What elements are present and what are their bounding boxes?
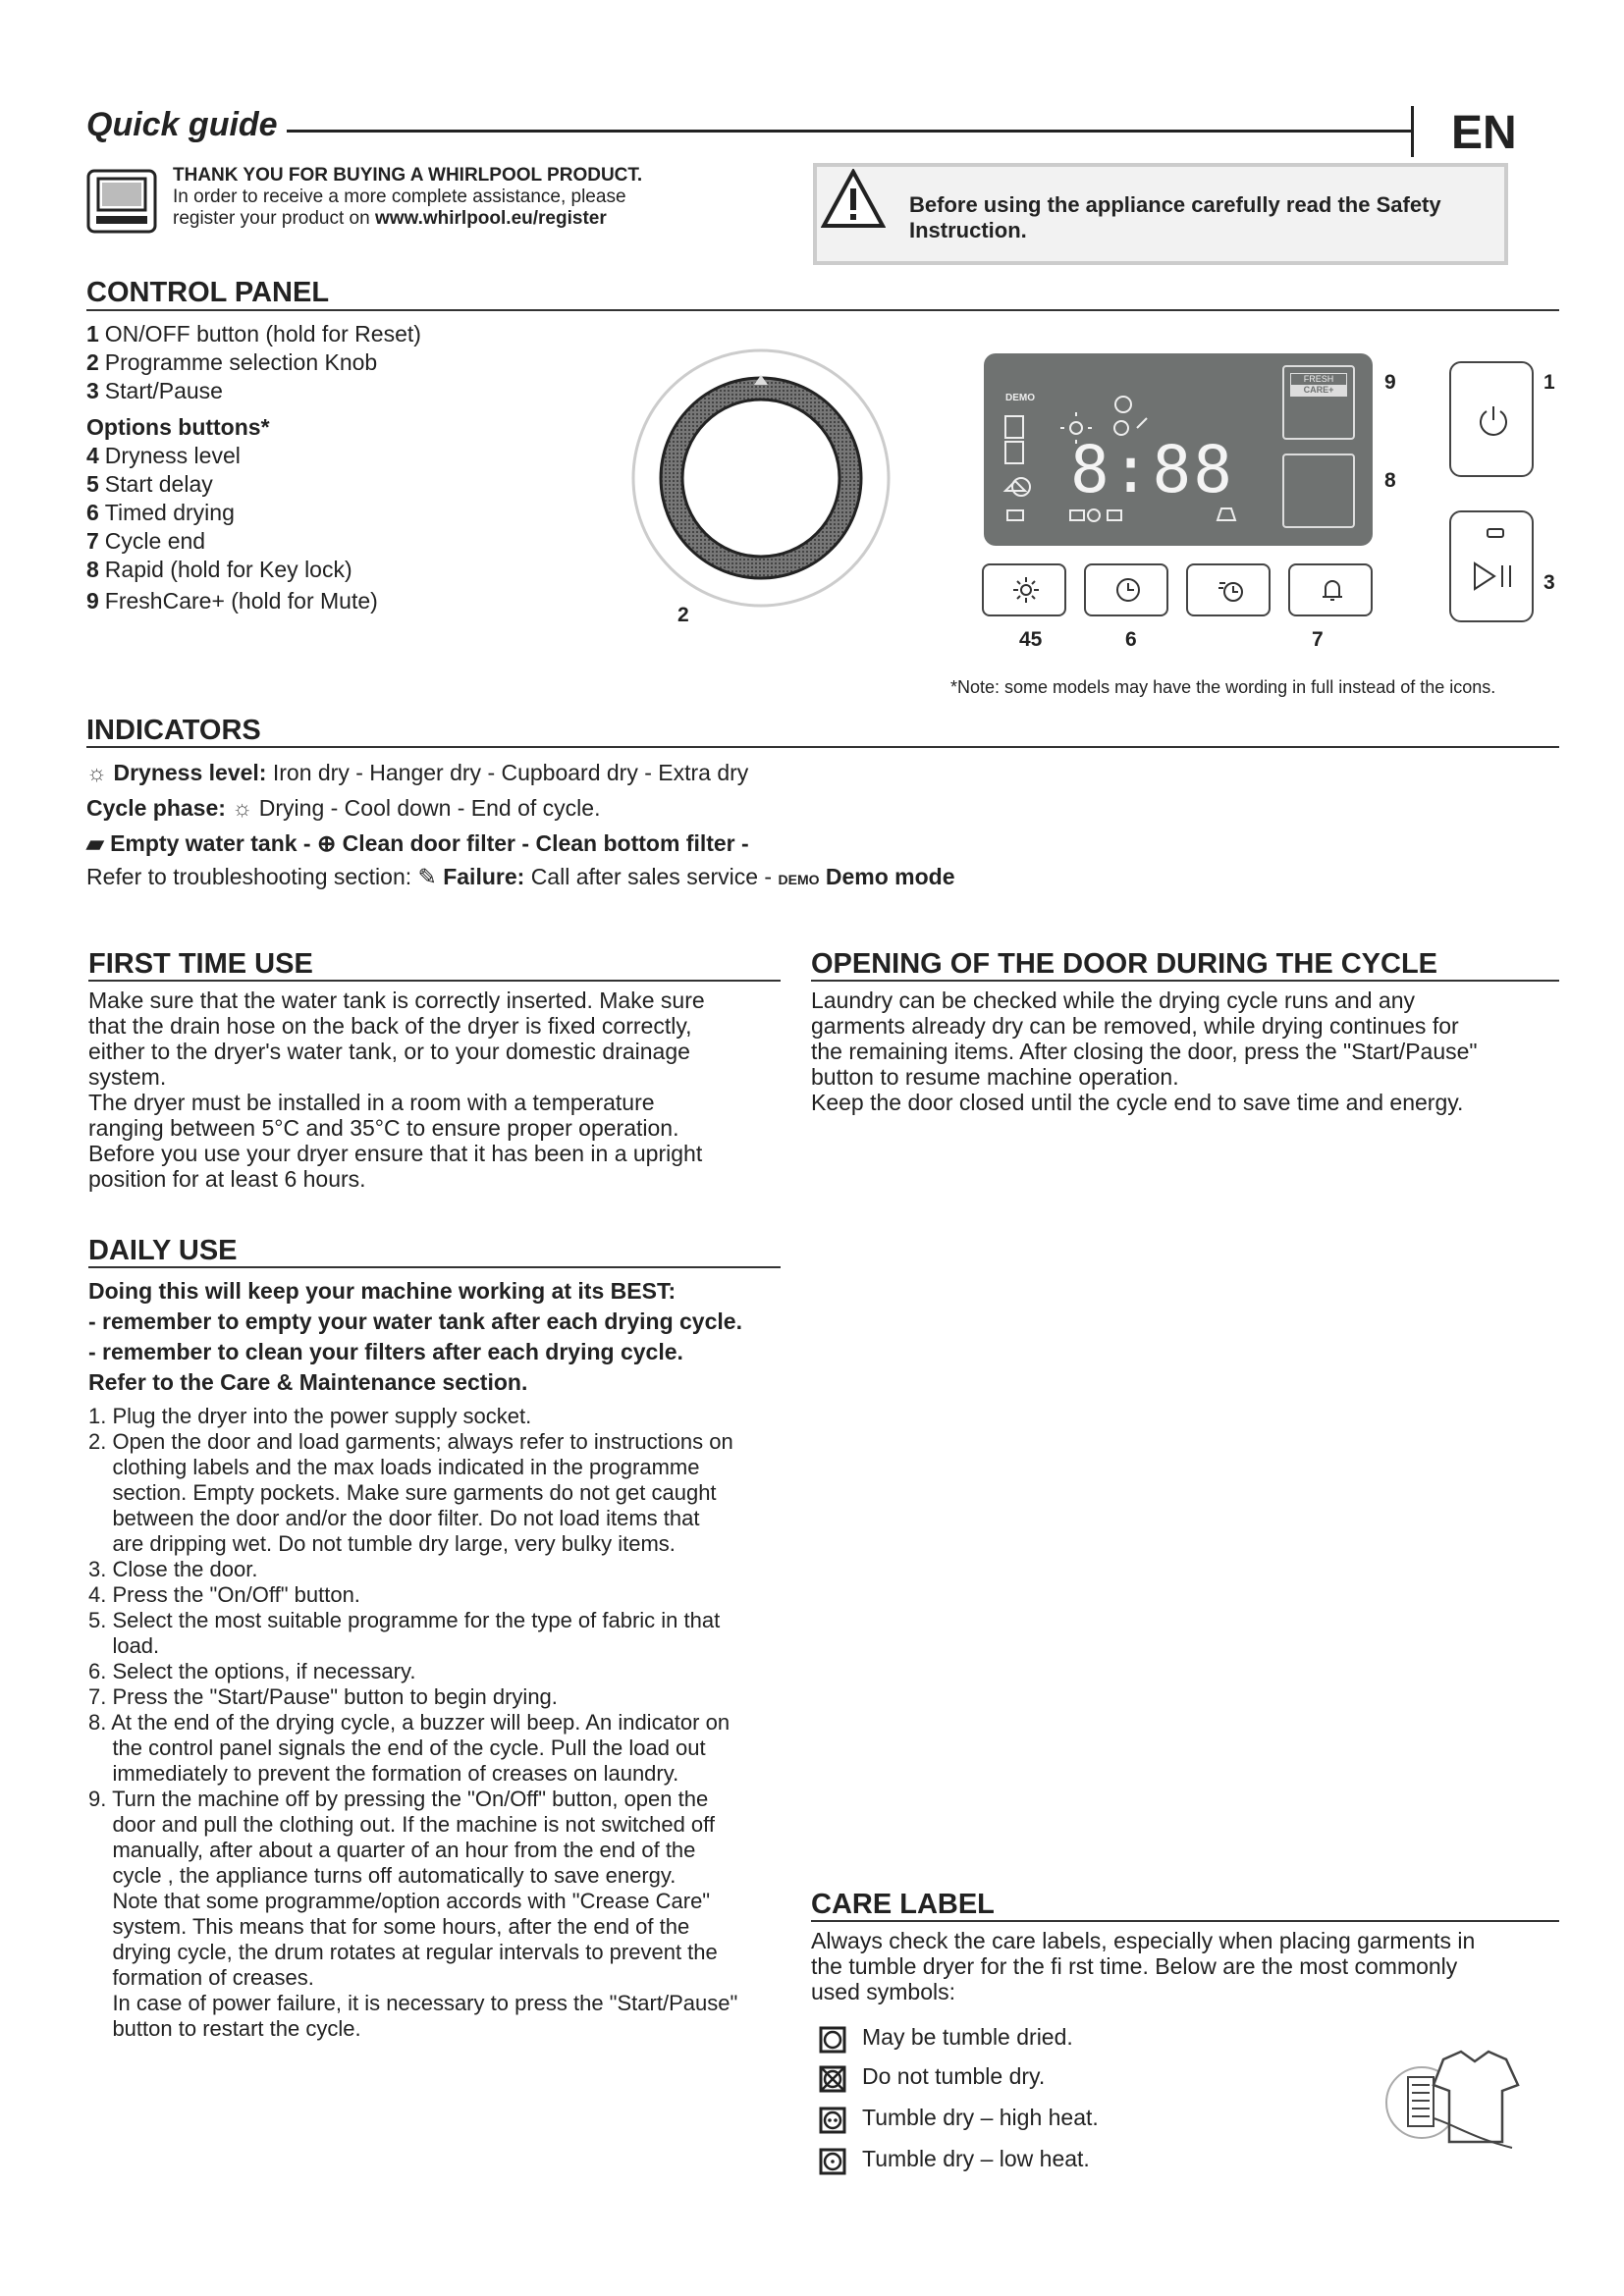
care-symbol-list — [819, 2022, 1310, 2189]
step-line: button to restart the cycle. — [88, 2016, 361, 2041]
cycle-phase-line — [86, 795, 600, 821]
thanks-line2-prefix: register your product on — [173, 208, 375, 229]
dryness-indicator-line — [86, 760, 748, 785]
failure-text: Call after sales service - — [530, 864, 773, 889]
step-line: 6. Select the options, if necessary. — [88, 1659, 416, 1683]
callout-1: 1 — [1543, 371, 1555, 394]
item-number: 3 — [86, 378, 99, 403]
step-line: clothing labels and the max loads indicated in the programme — [88, 1455, 700, 1479]
text-line: position for at least 6 hours. — [88, 1166, 366, 1192]
model-note: *Note: some models may have the wording in full instead of the icons. — [950, 677, 1496, 697]
control-item-3 — [86, 377, 223, 405]
step-line: between the door and/or the door filter. Do not load items that — [88, 1506, 700, 1530]
step-line: are dripping wet. Do not tumble dry large, very bulky items. — [88, 1531, 676, 1556]
item-number: 9 — [86, 588, 99, 614]
text-line: Laundry can be checked while the drying cycle runs and any — [811, 988, 1415, 1013]
daily-use-tips — [88, 1276, 795, 1398]
language-code: EN — [1451, 107, 1517, 159]
option-item-8 — [86, 556, 352, 584]
text-line: used symbols: — [811, 1979, 956, 2004]
drying-sun-icon: ☼ — [232, 795, 253, 821]
step-line: 4. Press the "On/Off" button. — [88, 1582, 360, 1607]
text-line: that the drain hose on the back of the dryer is fixed correctly, — [88, 1013, 692, 1039]
item-label: Dryness level — [104, 443, 241, 468]
tip-line: Doing this will keep your machine working at its BEST: — [88, 1278, 677, 1304]
callout-2: 2 — [677, 604, 689, 626]
start-delay-button[interactable] — [1084, 563, 1168, 616]
item-label: Start delay — [104, 471, 213, 497]
no-tumble-dry-icon — [819, 2065, 846, 2093]
cycle-end-button[interactable] — [1288, 563, 1373, 616]
rapid-display-button[interactable] — [1282, 454, 1355, 528]
step-line: 5. Select the most suitable programme for the type of fabric in that — [88, 1608, 721, 1632]
monitor-icon — [86, 169, 157, 234]
start-pause-button[interactable] — [1449, 510, 1534, 622]
item-number: 7 — [86, 528, 99, 554]
item-label: Rapid (hold for Key lock) — [104, 557, 352, 582]
thanks-line1: In order to receive a more complete assistance, please — [173, 187, 626, 207]
item-number: 1 — [86, 321, 99, 347]
on-off-button[interactable] — [1449, 361, 1534, 477]
troubleshooting-line — [86, 864, 955, 892]
wrench-icon: ✎ — [417, 864, 437, 889]
empty-tank-text: Empty water tank - — [110, 830, 311, 856]
step-line: load. — [88, 1633, 160, 1658]
control-item-1 — [86, 320, 421, 348]
step-line: section. Empty pockets. Make sure garments do not get caught — [88, 1480, 717, 1505]
failure-label: Failure: — [443, 864, 525, 889]
control-item-2 — [86, 348, 377, 377]
step-line: Note that some programme/option accords with "Crease Care" — [88, 1889, 711, 1913]
care-label-body — [811, 1928, 1557, 2004]
title-rule-end — [1411, 106, 1414, 157]
first-time-use-body — [88, 988, 795, 1192]
maintenance-indicator-line — [86, 830, 749, 856]
timed-drying-button[interactable] — [1186, 563, 1271, 616]
callout-8: 8 — [1384, 469, 1396, 492]
tumble-dry-icon — [819, 2026, 846, 2054]
step-line: system. This means that for some hours, after the end of the — [88, 1914, 690, 1939]
callout-6: 6 — [1125, 628, 1137, 651]
item-number: 5 — [86, 471, 99, 497]
option-item-6 — [86, 499, 235, 527]
freshcare-display-button[interactable] — [1282, 365, 1355, 440]
care-symbol-label: May be tumble dried. — [862, 2024, 1073, 2050]
step-line: 1. Plug the dryer into the power supply socket. — [88, 1404, 532, 1428]
item-label: Start/Pause — [104, 378, 223, 403]
callout-7: 7 — [1312, 628, 1324, 651]
step-line: drying cycle, the drum rotates at regular intervals to prevent the — [88, 1940, 718, 1964]
callout-9: 9 — [1384, 371, 1396, 394]
item-label: Cycle end — [104, 528, 206, 554]
shirt-label-icon — [1384, 2042, 1522, 2160]
dryness-label: Dryness level: — [113, 760, 267, 785]
care-symbol-label: Tumble dry – high heat. — [862, 2105, 1099, 2130]
care-label-text: CARE+ — [1291, 385, 1346, 396]
cycle-phase-label: Cycle phase: — [86, 795, 226, 821]
dryness-sun-icon: ☼ — [86, 760, 108, 785]
play-pause-icon — [1473, 561, 1516, 591]
text-line: garments already dry can be removed, while drying continues for — [811, 1013, 1459, 1039]
bell-icon — [1318, 575, 1347, 605]
page-title: Quick guide — [86, 106, 278, 143]
item-number: 4 — [86, 443, 99, 468]
option-item-7 — [86, 527, 205, 556]
step-line: 8. At the end of the drying cycle, a buzzer will beep. An indicator on — [88, 1710, 731, 1735]
sun-icon — [1011, 575, 1041, 605]
tumble-dry-high-icon — [819, 2107, 846, 2134]
option-item-5 — [86, 470, 213, 499]
step-line: In case of power failure, it is necessary to press the "Start/Pause" — [88, 1991, 738, 2015]
dryness-values: Iron dry - Hanger dry - Cupboard dry - Extra dry — [272, 760, 749, 785]
text-line: ranging between 5°C and 35°C to ensure proper operation. — [88, 1115, 679, 1141]
timer-icon — [1216, 575, 1245, 605]
step-line: 2. Open the door and load garments; always refer to instructions on — [88, 1429, 733, 1454]
filter-icon: ⊕ — [316, 830, 337, 856]
step-line: immediately to prevent the formation of creases on laundry. — [88, 1761, 679, 1786]
text-line: the tumble dryer for the fi rst time. Below are the most commonly — [811, 1953, 1458, 1979]
thanks-line2 — [173, 208, 723, 230]
display-digits: 8:88 — [1070, 432, 1234, 507]
safety-notice-text: Before using the appliance carefully read the Safety Instruction. — [909, 192, 1441, 242]
item-label: FreshCare+ (hold for Mute) — [104, 588, 378, 614]
step-line: cycle , the appliance turns off automatically to save energy. — [88, 1863, 677, 1888]
text-line: system. — [88, 1064, 167, 1090]
demo-mode-text: Demo mode — [825, 864, 955, 889]
thanks-title: THANK YOU FOR BUYING A WHIRLPOOL PRODUCT. — [173, 165, 643, 186]
option-item-9 — [86, 587, 378, 615]
item-label: ON/OFF button (hold for Reset) — [104, 321, 421, 347]
daily-use-steps — [88, 1404, 805, 2042]
opening-door-body — [811, 988, 1557, 1115]
power-icon — [1476, 402, 1511, 438]
step-line: the control panel signals the end of the cycle. Pull the load out — [88, 1735, 706, 1760]
item-label: Programme selection Knob — [104, 349, 378, 375]
care-symbol-label: Tumble dry – low heat. — [862, 2146, 1090, 2171]
refer-text: Refer to troubleshooting section: — [86, 864, 412, 889]
tip-line: - remember to clean your filters after each drying cycle. — [88, 1339, 683, 1364]
register-link[interactable]: www.whirlpool.eu/register — [374, 208, 607, 229]
first-time-use-heading: FIRST TIME USE — [88, 948, 313, 980]
text-line: Make sure that the water tank is correctly inserted. Make sure — [88, 988, 705, 1013]
thanks-block — [173, 165, 723, 230]
cycle-phase-values: Drying - Cool down - End of cycle. — [258, 795, 601, 821]
step-line: 7. Press the "Start/Pause" button to begin drying. — [88, 1684, 558, 1709]
display-demo-label: DEMO — [1005, 393, 1035, 403]
step-line: 9. Turn the machine off by pressing the "On/Off" button, open the — [88, 1787, 709, 1811]
clock-icon — [1113, 575, 1143, 605]
opening-door-rule — [811, 980, 1559, 982]
bottom-filter-text: Clean bottom filter - — [535, 830, 749, 856]
tumble-dry-low-icon — [819, 2148, 846, 2175]
indicators-rule — [86, 746, 1559, 748]
display-icons — [1000, 385, 1245, 532]
warning-icon — [821, 169, 886, 230]
callout-3: 3 — [1543, 571, 1555, 594]
tip-line: - remember to empty your water tank after each drying cycle. — [88, 1308, 742, 1334]
care-symbol-label: Do not tumble dry. — [862, 2063, 1046, 2089]
care-label-rule — [811, 1920, 1559, 1922]
title-rule — [287, 130, 1411, 133]
step-line: door and pull the clothing out. If the machine is not switched off — [88, 1812, 715, 1837]
control-panel-heading: CONTROL PANEL — [86, 277, 330, 308]
text-line: button to resume machine operation. — [811, 1064, 1179, 1090]
step-line: formation of creases. — [88, 1965, 314, 1990]
programme-knob-icon[interactable] — [628, 346, 893, 611]
text-line: either to the dryer's water tank, or to your domestic drainage — [88, 1039, 690, 1064]
text-line: Before you use your dryer ensure that it has been in a upright — [88, 1141, 703, 1166]
status-led — [1487, 528, 1504, 538]
callout-45: 45 — [1019, 628, 1043, 651]
item-label: Timed drying — [104, 500, 235, 525]
options-heading: Options buttons* — [86, 414, 270, 440]
dryness-level-button[interactable] — [982, 563, 1066, 616]
text-line: The dryer must be installed in a room with a temperature — [88, 1090, 655, 1115]
step-line: 3. Close the door. — [88, 1557, 258, 1581]
fresh-label: FRESH — [1303, 374, 1334, 384]
item-number: 2 — [86, 349, 99, 375]
water-tank-icon: ▰ — [86, 830, 104, 856]
step-line: manually, after about a quarter of an hour from the end of the — [88, 1838, 696, 1862]
demo-icon: DEMO — [778, 872, 820, 887]
daily-use-heading: DAILY USE — [88, 1235, 238, 1266]
care-label-heading: CARE LABEL — [811, 1889, 995, 1920]
text-line: Always check the care labels, especially when placing garments in — [811, 1928, 1476, 1953]
text-line: Keep the door closed until the cycle end to save time and energy. — [811, 1090, 1464, 1115]
opening-door-heading: OPENING OF THE DOOR DURING THE CYCLE — [811, 948, 1438, 980]
option-item-4 — [86, 442, 241, 470]
indicators-heading: INDICATORS — [86, 715, 261, 746]
text-line: the remaining items. After closing the door, press the "Start/Pause" — [811, 1039, 1478, 1064]
first-time-use-rule — [88, 980, 781, 982]
door-filter-text: Clean door filter - — [342, 830, 530, 856]
item-number: 8 — [86, 557, 99, 582]
control-panel-rule — [86, 309, 1559, 311]
item-number: 6 — [86, 500, 99, 525]
daily-use-rule — [88, 1266, 781, 1268]
tip-line: Refer to the Care & Maintenance section. — [88, 1369, 528, 1395]
